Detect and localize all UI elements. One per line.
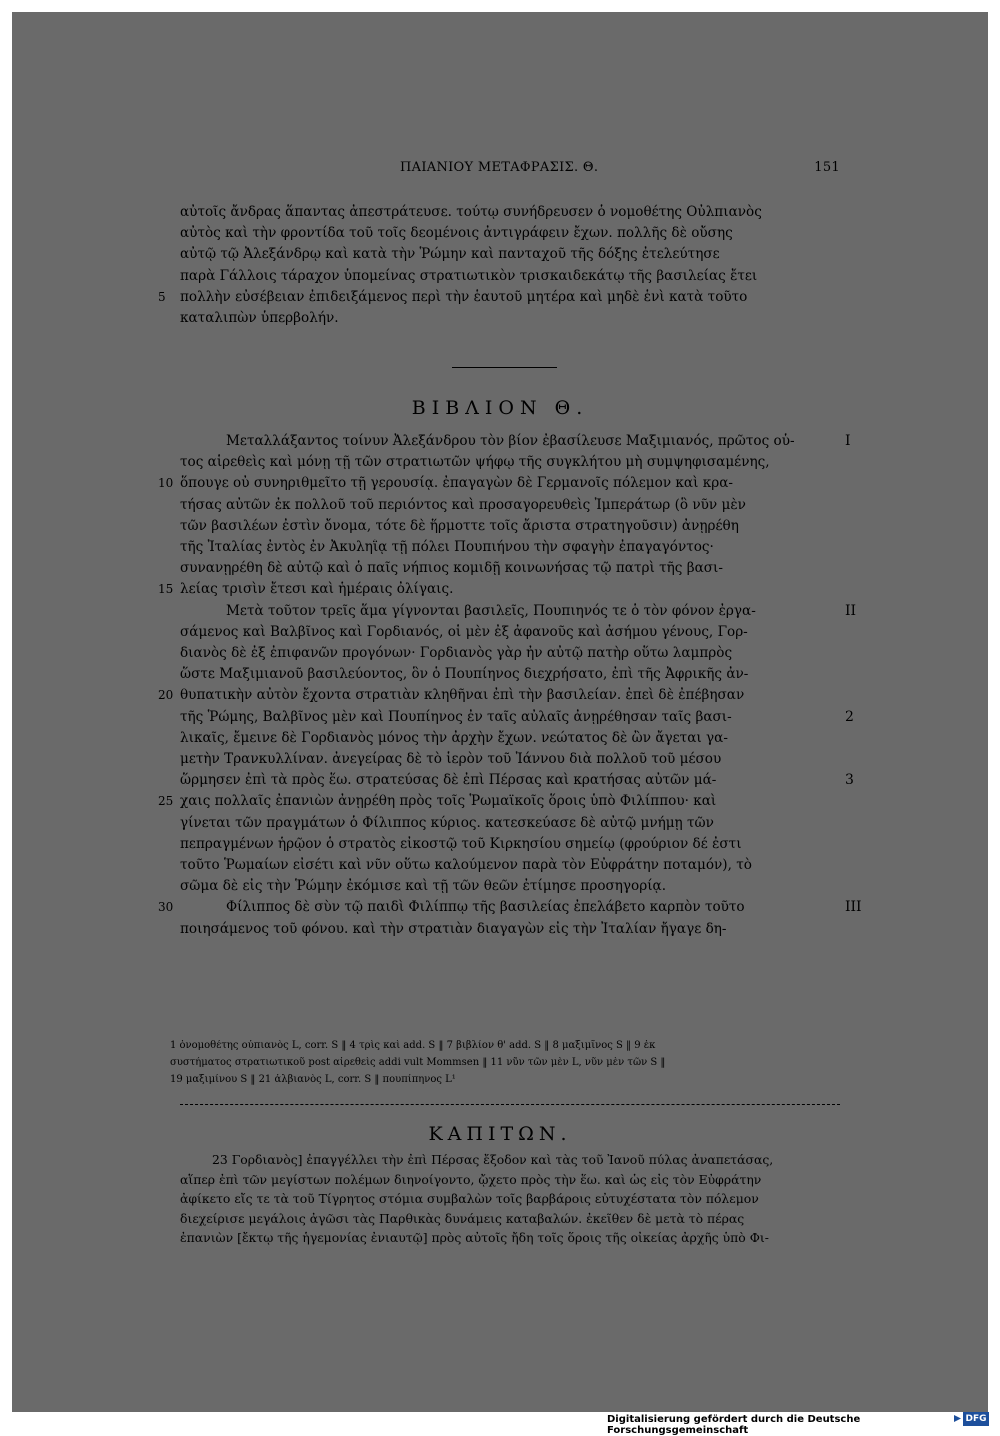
margin-chapter-number: II — [845, 602, 857, 619]
line-number: 30 — [158, 900, 174, 915]
dfg-credit-text: Digitalisierung gefördert durch die Deutsche Forschungsgemeinschaft — [607, 1414, 861, 1436]
body-line: μετὴν Τρανκυλλίναν. ἀνεγείρας δὲ τὸ ἱερὸν τοῦ Ἰάννου διὰ πολλοῦ τοῦ μέσου — [180, 751, 722, 767]
body-line: γίνεται τῶν πραγμάτων ὁ Φίλιππος κύριος. κατεσκεύασε δὲ αὐτῷ μνήμῃ τῶν — [180, 814, 714, 831]
margin-chapter-number: III — [845, 899, 862, 916]
body-line: λικαῖς, ἔμεινε δὲ Γορδιανὸς μόνος τὴν ἀρχὴν ἔχων. νεώτατος δὲ ὢν ἄγεται γα- — [180, 729, 728, 746]
margin-chapter-number: 2 — [845, 708, 854, 725]
body-line: Μετὰ τοῦτον τρεῖς ἅμα γίγνονται βασιλεῖς, Πουπιηνός τε ὁ τὸν φόνον ἐργα- — [226, 602, 756, 619]
body-line: ὥστε Μαξιμιανοῦ βασιλεύοντος, ὃν ὁ Πουπίηνος διεχρήσατο, ἐπὶ τῆς Ἀφρικῆς ἀν- — [180, 666, 749, 683]
line-number: 15 — [158, 582, 174, 597]
intro-line: αὐτῷ τῷ Ἀλεξάνδρῳ καὶ κατὰ τὴν Ῥώμην καὶ πανταχοῦ τῆς δόξης ἐτελεύτησε — [180, 246, 720, 263]
body-line: τῆς Ἰταλίας ἐντὸς ἐν Ἀκυληΐᾳ τῇ πόλει Πουπιήνου τὴν σφαγὴν ἐπαγαγόντος· — [180, 539, 714, 555]
body-line: ὥρμησεν ἐπὶ τὰ πρὸς ἕω. στρατεύσας δὲ ἐπὶ Πέρσας καὶ κρατήσας αὐτῶν μά- — [180, 772, 717, 789]
margin-chapter-number: I — [845, 433, 851, 449]
body-line: θυπατικὴν αὐτὸν ἔχοντα στρατιὰν κληθῆναι ἐπὶ τὴν βασιλείαν. ἐπεὶ δὲ ἐπέβησαν — [180, 687, 745, 704]
footnote-line: συστήματος στρατιωτικοῦ post αἱρεθεὶς addi vult Mommsen ‖ 11 νῦν τῶν μὲν L, νῦν μὲν τῶν S ‖ — [170, 1057, 666, 1068]
line-number: 20 — [158, 688, 174, 703]
separator-rule — [452, 367, 557, 368]
body-line: τος αἱρεθεὶς καὶ μόνῃ τῇ τῶν στρατιωτῶν ψήφῳ τῆς συγκλήτου μὴ συμψηφισαμένης, — [180, 454, 770, 471]
body-line: πεπραγμένων ἡρῷον ὁ στρατὸς εἰκοστῷ τοῦ Κιρκησίου σημείῳ (φρούριον δέ ἐστι — [180, 835, 742, 852]
intro-line: αὐτὸς καὶ τὴν φροντίδα τοῦ τοῖς δεομένοις ἀντιγράφειν ἔχων. πολλῆς δὲ οὔσης — [180, 225, 733, 242]
body-line: σῶμα δὲ εἰς τὴν Ῥώμην ἐκόμισε καὶ τῇ τῶν θεῶν ἐτίμησε προσηγορίᾳ. — [180, 878, 667, 895]
intro-line: πολλὴν εὐσέβειαν ἐπιδειξάμενος περὶ τὴν ἑαυτοῦ μητέρα καὶ μηδὲ ἑνὶ κατὰ τοῦτο — [180, 288, 748, 305]
body-line: χαις πολλαῖς ἐπανιὼν ἀνῃρέθη πρὸς τοῖς Ῥωμαϊκοῖς ὅροις ὑπὸ Φιλίππου· καὶ — [180, 793, 717, 810]
body-line: ποιησάμενος τοῦ φόνου. καὶ τὴν στρατιὰν διαγαγὼν εἰς τὴν Ἰταλίαν ἤγαγε δη- — [180, 920, 727, 937]
margin-chapter-number: 3 — [845, 772, 854, 789]
footnote-line: 19 μαξιμίνου S ‖ 21 ἀλβιανὸς L, corr. S ‖ πουπίπηνος L¹ — [170, 1074, 456, 1085]
intro-line: καταλιπὼν ὑπερβολήν. — [180, 310, 339, 326]
body-line: Μεταλλάξαντος τοίνυν Ἀλεξάνδρου τὸν βίον ἐβασίλευσε Μαξιμιανός, πρῶτος οὗ- — [226, 433, 795, 449]
line-number: 25 — [158, 794, 174, 809]
running-title: ΠΑΙΑΝΙΟΥ ΜΕΤΑΦΡΑΣΙΣ. Θ. — [400, 160, 599, 175]
page-number: 151 — [814, 160, 840, 175]
intro-line: αὐτοῖς ἄνδρας ἅπαντας ἀπεστράτευσε. τούτῳ συνήδρευσεν ὁ νομοθέτης Οὐλπιανὸς — [180, 204, 762, 220]
body-line: συνανῃρέθη δὲ αὐτῷ καὶ ὁ παῖς νήπιος κομιδῇ κοινωνήσας τῷ πατρὶ τῆς βασι- — [180, 560, 723, 577]
kapiton-line: αἵπερ ἐπὶ τῶν μεγίστων πολέμων διηνοίγοντο, ᾤχετο πρὸς τὴν ἕω. καὶ ὡς εἰς τὸν Εὐφράτην — [180, 1171, 762, 1187]
kapiton-line: ἐπανιὼν [ἔκτῳ τῆς ἡγεμονίας ἐνιαυτῷ] πρὸς αὐτοῖς ἤδη τοῖς ὅροις τῆς οἰκείας ἀρχῆς ὑπὸ Φι- — [180, 1230, 769, 1245]
body-line: τοῦτο Ῥωμαίων εἰσέτι καὶ νῦν οὕτω καλούμενον παρὰ τὸν Εὐφράτην ποταμόν), τὸ — [180, 857, 752, 873]
body-line: τήσας αὐτῶν ἐκ πολλοῦ τοῦ περιόντος καὶ προσαγορευθεὶς Ἰμπεράτωρ (ὃ νῦν μὲν — [180, 496, 746, 513]
apparatus-separator — [180, 1104, 840, 1105]
kapiton-line: ἀφίκετο εἴς τε τὰ τοῦ Τίγρητος στόμια συμβαλὼν τοῖς βαρβάροις εὐτυχέστατα τὸν πόλεμον — [180, 1191, 759, 1206]
body-line: ὅπουγε οὐ συνηριθμεῖτο τῇ γερουσίᾳ. ἐπαγαγὼν δὲ Γερμανοῖς πόλεμον καὶ κρα- — [180, 475, 734, 492]
line-number: 5 — [158, 289, 166, 304]
body-line: διανὸς δὲ ἐξ ἐπιφανῶν προγόνων· Γορδιανὸς γὰρ ἦν αὐτῷ πατὴρ οὕτω λαμπρὸς — [180, 645, 733, 661]
kapiton-line: 23 Γορδιανὸς] ἐπαγγέλλει τὴν ἐπὶ Πέρσας ἔξοδον καὶ τὰς τοῦ Ἰανοῦ πύλας ἀναπετάσας, — [212, 1152, 774, 1167]
body-line: τῆς Ῥώμης, Βαλβῖνος μὲν καὶ Πουπίηνος ἐν ταῖς αὐλαῖς ἀνῃρέθησαν ταῖς βασι- — [180, 708, 732, 725]
intro-line: παρὰ Γάλλοις τάραχον ὑπομείνας στρατιωτικὸν τρισκαιδεκάτῳ τῆς βασιλείας ἔτει — [180, 267, 758, 284]
body-line: σάμενος καὶ Βαλβῖνος καὶ Γορδιανός, οἱ μὲν ἐξ ἀφανοῦς καὶ ἀσήμου γένους, Γορ- — [180, 623, 748, 640]
body-line: λείας τρισὶν ἔτεσι καὶ ἡμέραις ὀλίγαις. — [180, 581, 454, 598]
body-line: Φίλιππος δὲ σὺν τῷ παιδὶ Φιλίππῳ τῆς βασιλείας ἐπελάβετο καρπὸν τοῦτο — [226, 899, 745, 916]
kapiton-line: διεχείρισε μεγάλοις ἀγῶσι τὰς Παρθικὰς δυνάμεις καταβαλών. ἐκεῖθεν δὲ μετὰ τὸ πέρας — [180, 1210, 745, 1226]
kapiton-title: ΚΑΠΙΤΩΝ. — [428, 1123, 572, 1145]
line-number: 10 — [158, 476, 174, 491]
body-line: τῶν βασιλέων ἐστὶν ὄνομα, τότε δὲ ἥρμοττε τοῖς ἄριστα στρατηγοῦσιν) ἀνῃρέθη — [180, 517, 739, 534]
dfg-logo: DFG — [963, 1412, 989, 1426]
book-title: ΒΙΒΛΙΟΝ Θ. — [411, 397, 589, 419]
footnote-line: 1 ὁνομοθέτης οὐπιανὸς L, corr. S ‖ 4 τρὶς καὶ add. S ‖ 7 βιβλίον θ' add. S ‖ 8 μαξιμῖνος S ‖ 9 ἐκ — [170, 1040, 656, 1051]
